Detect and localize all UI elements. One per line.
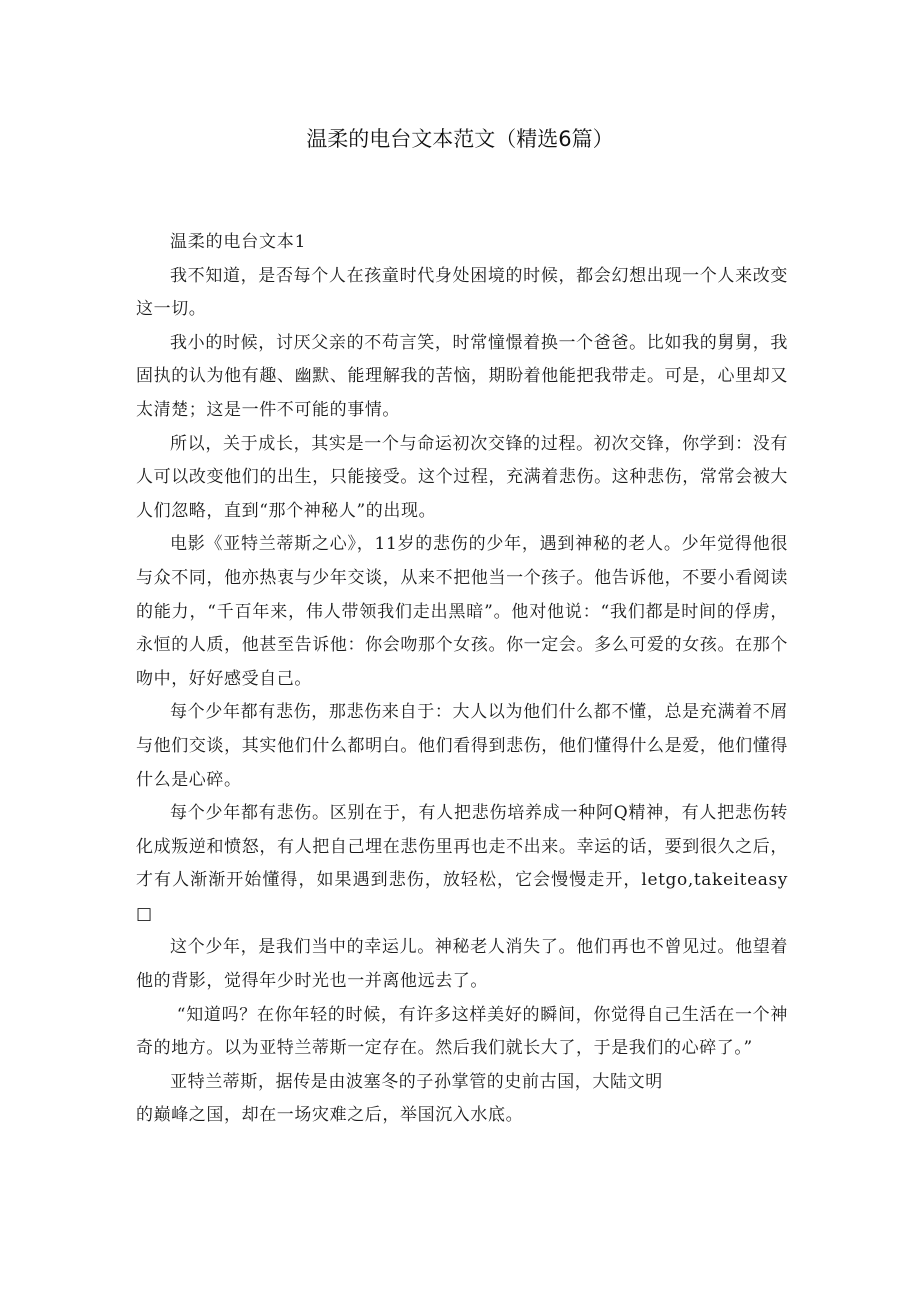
document-title: 温柔的电台文本范文（精选6篇）	[306, 127, 614, 151]
paragraph: 每个少年都有悲伤。区别在于，有人把悲伤培养成一种阿Q精神，有人把悲伤转化成叛逆和愤怒，有人把自己埋在悲伤里再也走不出来。幸运的话，要到很久之后，才有人渐渐开始懂得，如果遇到悲伤，放轻松，它会慢慢走开，letgo,takeiteasy□	[136, 803, 788, 924]
document-body	[136, 226, 788, 1133]
paragraph: 这个少年，是我们当中的幸运儿。神秘老人消失了。他们再也不曾见过。他望着他的背影，觉得年少时光也一并离他远去了。	[136, 937, 788, 992]
paragraph: 我小的时候，讨厌父亲的不苟言笑，时常憧憬着换一个爸爸。比如我的舅舅，我固执的认为他有趣、幽默、能理解我的苦恼，期盼着他能把我带走。可是，心里却又太清楚；这是一件不可能的事情。	[136, 332, 788, 420]
quote-paragraph: “知道吗？在你年轻的时候，有许多这样美好的瞬间，你觉得自己生活在一个神奇的地方。以为亚特兰蒂斯一定存在。然后我们就长大了，于是我们的心碎了。”	[136, 1004, 788, 1059]
paragraph: 亚特兰蒂斯，据传是由波塞冬的子孙掌管的史前古国，大陆文明	[170, 1071, 663, 1092]
paragraph: 电影《亚特兰蒂斯之心》，11岁的悲伤的少年，遇到神秘的老人。少年觉得他很与众不同，他亦热衷与少年交谈，从来不把他当一个孩子。他告诉他，不要小看阅读的能力，“千百年来，伟人带领我们走出黑暗”。他对他说：“我们都是时间的俘虏，永恒的人质，他甚至告诉他：你会吻那个女孩。你一定会。多么可爱的女孩。在那个吻中，好好感受自己。	[136, 534, 788, 689]
paragraph: 我不知道，是否每个人在孩童时代身处困境的时候，都会幻想出现一个人来改变这一切。	[136, 265, 788, 320]
paragraph: 所以，关于成长，其实是一个与命运初次交锋的过程。初次交锋，你学到：没有人可以改变他们的出生，只能接受。这个过程，充满着悲伤。这种悲伤，常常会被大人们忽略，直到“那个神秘人”的出现。	[136, 433, 788, 521]
paragraph-continuation: 的巅峰之国，却在一场灾难之后，举国沉入水底。	[136, 1105, 524, 1126]
paragraph: 每个少年都有悲伤，那悲伤来自于：大人以为他们什么都不懂，总是充满着不屑与他们交谈，其实他们什么都明白。他们看得到悲伤，他们懂得什么是爱，他们懂得什么是心碎。	[136, 702, 788, 790]
section-heading: 温柔的电台文本1	[170, 232, 307, 252]
